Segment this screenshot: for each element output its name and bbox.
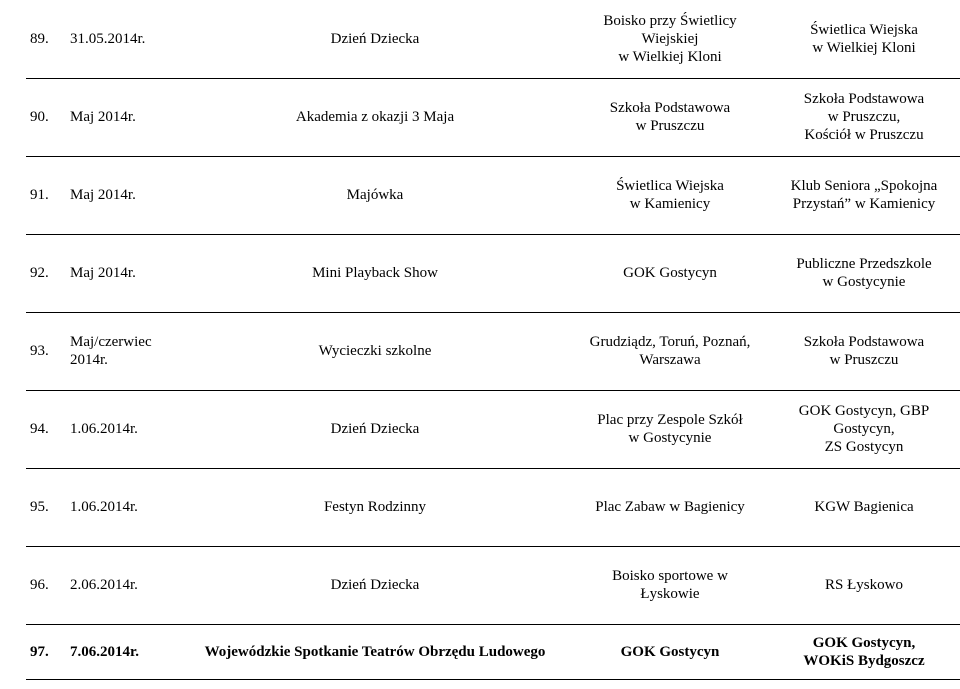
- row-number: 93.: [26, 312, 66, 390]
- event-date: 7.06.2014r.: [66, 624, 178, 679]
- event-place: Plac przy Zespole Szkół w Gostycynie: [572, 390, 768, 468]
- event-organizer: Klub Seniora „Spokojna Przystań” w Kamienicy: [768, 156, 960, 234]
- row-number: 95.: [26, 468, 66, 546]
- event-date: 31.05.2014r.: [66, 0, 178, 78]
- event-date: 2.06.2014r.: [66, 546, 178, 624]
- event-place: GOK Gostycyn: [572, 234, 768, 312]
- event-name: Akademia z okazji 3 Maja: [178, 78, 572, 156]
- event-organizer: KGW Bagienica: [768, 468, 960, 546]
- event-place: Boisko przy Świetlicy Wiejskiej w Wielkiej Kloni: [572, 0, 768, 78]
- table-row: [26, 0, 960, 78]
- table-row: [26, 546, 960, 624]
- event-place: GOK Gostycyn: [572, 624, 768, 679]
- event-organizer: Świetlica Wiejska w Wielkiej Kloni: [768, 0, 960, 78]
- event-place: Szkoła Podstawowa w Pruszczu: [572, 78, 768, 156]
- row-number: 90.: [26, 78, 66, 156]
- event-name: Wojewódzkie Spotkanie Teatrów Obrzędu Ludowego: [178, 624, 572, 679]
- row-number: 89.: [26, 0, 66, 78]
- table-row: [26, 78, 960, 156]
- event-place: Świetlica Wiejska w Kamienicy: [572, 156, 768, 234]
- event-place: Boisko sportowe w Łyskowie: [572, 546, 768, 624]
- event-date: Maj 2014r.: [66, 78, 178, 156]
- event-name: Dzień Dziecka: [178, 390, 572, 468]
- table-row: [26, 156, 960, 234]
- event-name: Dzień Dziecka: [178, 546, 572, 624]
- table-row: [26, 624, 960, 679]
- event-date: 1.06.2014r.: [66, 390, 178, 468]
- event-name: Festyn Rodzinny: [178, 468, 572, 546]
- event-name: Mini Playback Show: [178, 234, 572, 312]
- table-row: [26, 312, 960, 390]
- event-organizer: Szkoła Podstawowa w Pruszczu: [768, 312, 960, 390]
- row-number: 91.: [26, 156, 66, 234]
- event-date: 1.06.2014r.: [66, 468, 178, 546]
- event-date: Maj 2014r.: [66, 156, 178, 234]
- row-number: 97.: [26, 624, 66, 679]
- table-row: [26, 234, 960, 312]
- event-name: Dzień Dziecka: [178, 0, 572, 78]
- event-name: Wycieczki szkolne: [178, 312, 572, 390]
- event-date: Maj 2014r.: [66, 234, 178, 312]
- table-row: [26, 390, 960, 468]
- event-date: Maj/czerwiec 2014r.: [66, 312, 178, 390]
- row-number: 96.: [26, 546, 66, 624]
- event-name: Majówka: [178, 156, 572, 234]
- event-place: Plac Zabaw w Bagienicy: [572, 468, 768, 546]
- event-organizer: Publiczne Przedszkole w Gostycynie: [768, 234, 960, 312]
- event-organizer: Szkoła Podstawowa w Pruszczu, Kościół w Pruszczu: [768, 78, 960, 156]
- event-organizer: RS Łyskowo: [768, 546, 960, 624]
- row-number: 92.: [26, 234, 66, 312]
- event-organizer: GOK Gostycyn, WOKiS Bydgoszcz: [768, 624, 960, 679]
- table-row: [26, 468, 960, 546]
- event-place: Grudziądz, Toruń, Poznań, Warszawa: [572, 312, 768, 390]
- event-organizer: GOK Gostycyn, GBP Gostycyn, ZS Gostycyn: [768, 390, 960, 468]
- events-table: [26, 0, 960, 680]
- row-number: 94.: [26, 390, 66, 468]
